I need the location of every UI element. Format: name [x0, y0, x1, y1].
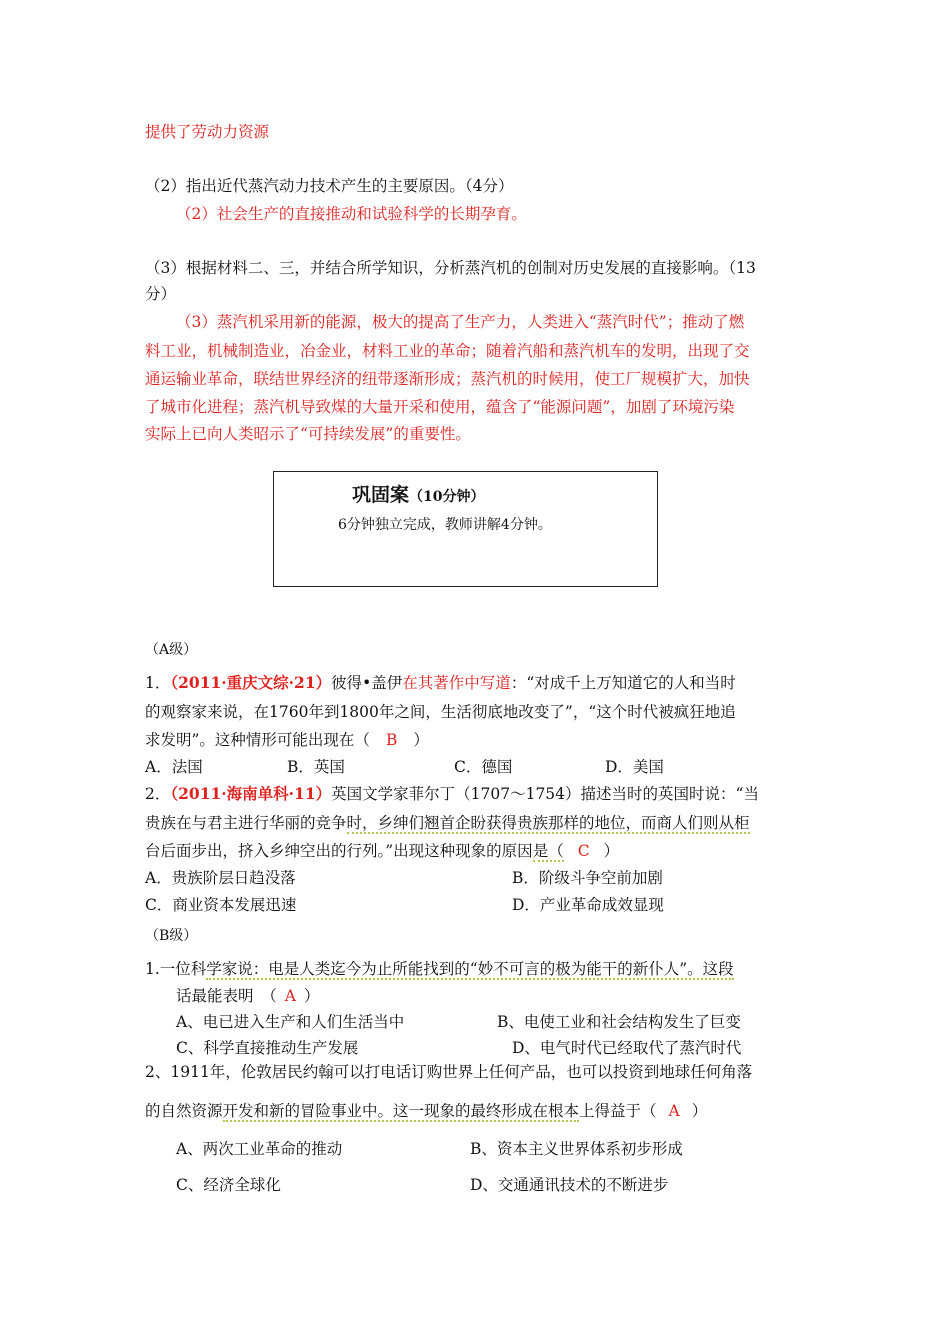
b-q2-option: D、交通通讯技术的不断进步 [470, 1176, 669, 1194]
a-q1-answer: B [385, 731, 398, 749]
b-q2-line2 [145, 1101, 707, 1121]
a-q1-text-b: 在其著作中写道 [402, 674, 511, 692]
a-q1-option: A．法国 [145, 758, 203, 776]
a-q2-option: B．阶级斗争空前加剧 [512, 869, 663, 887]
a-q1-line2: 的观察家来说，在1760年到1800年之间，生活彻底地改变了”，“这个时代被疯狂地追 [145, 703, 736, 721]
a-q1-text-a: 彼得•盖伊 [331, 674, 403, 692]
a-q2-line3-post: ） [603, 842, 620, 860]
b-q2-option: B、资本主义世界体系初步形成 [470, 1140, 683, 1158]
b-q1-option: D、电气时代已经取代了蒸汽时代 [512, 1039, 742, 1057]
a-q2-line1 [145, 784, 759, 804]
a-q1-line1 [145, 673, 736, 693]
a-q2-option: D．产业革命成效显现 [512, 896, 664, 914]
b-q2-line2-a: 的自然资源 [145, 1102, 223, 1120]
question-3-line1: （3）根据材料二、三，并结合所学知识，分析蒸汽机的创制对历史发展的直接影响。（13 [145, 259, 756, 277]
a-q2-line2-b: 时，乡绅们翘首企盼获得贵族那样的地位，而商人们则从柜 [346, 814, 750, 832]
a-q1-line3-pre: 求发明”。这种情形可能出现在（ [145, 731, 370, 749]
b-q2-answer: A [668, 1102, 680, 1120]
answer-3-line: （3）蒸汽机采用新的能源，极大的提高了生产力，人类进入“蒸汽时代”；推动了燃 [176, 313, 745, 331]
b-q2-option: A、两次工业革命的推动 [176, 1140, 343, 1158]
a-q2-line3-pre: 台后面步出，挤入乡绅空出的行列。”出现这种现象的原因 [145, 842, 533, 860]
a-q2-line2 [145, 813, 750, 833]
b-q2-line2-b: 开发和新的冒险事业中。这一现象的最终形成在根本 [222, 1102, 580, 1120]
b-q2-line1: 2、1911年，伦敦居民约翰可以打电话订购世界上任何产品，也可以投资到地球任何角落 [145, 1063, 753, 1081]
b-level-label: （B级） [145, 928, 198, 944]
a-q1-option: D．美国 [605, 758, 664, 776]
a-q1-source: （2011·重庆文综·21） [170, 673, 332, 692]
a-q2-source: （2011·海南单科·11） [170, 784, 332, 803]
a-q2-option: C．商业资本发展迅速 [145, 896, 297, 914]
a-q2-line3-mid: 是（ [532, 842, 564, 860]
answer-3-line: 了城市化进程；蒸汽机导致煤的大量开采和使用，蕴含了“能源问题”，加剧了环境污染 [145, 398, 735, 416]
consolidation-box [273, 471, 658, 587]
a-q2-line2-a: 贵族在与君主进行华丽的竞争 [145, 814, 347, 832]
b-q2-line2-c: 上得益于（ [579, 1102, 657, 1120]
b-q2-option: C、经济全球化 [176, 1176, 281, 1194]
b-q1-answer: A [284, 987, 296, 1005]
b-q1-option: C、科学直接推动生产发展 [176, 1039, 359, 1057]
a-q2-option: A．贵族阶层日趋没落 [145, 869, 296, 887]
box-title-time: （10分钟） [409, 489, 485, 505]
b-q2-line2-post: ） [691, 1102, 708, 1120]
answer-3-line: 实际上已向人类昭示了“可持续发展”的重要性。 [145, 425, 471, 443]
box-text: 6分钟独立完成，教师讲解4分钟。 [338, 517, 552, 533]
b-q1-line2-pre: 话最能表明 （ [176, 987, 277, 1005]
a-q1-line3 [145, 730, 429, 750]
box-title [352, 480, 485, 507]
b-q1-line2-post: ） [303, 987, 320, 1005]
question-3-line2: 分） [145, 285, 177, 303]
question-2: （2）指出近代蒸汽动力技术产生的主要原因。（4分） [145, 177, 514, 195]
a-level-label: （A级） [145, 642, 198, 658]
a-q2-answer: C [577, 842, 590, 860]
b-q1-line2 [176, 986, 319, 1006]
answer-3-line: 通运输业革命，联结世界经济的纽带逐渐形成；蒸汽机的时候用，使工厂规模扩大，加快 [145, 370, 750, 388]
answer-2: （2）社会生产的直接推动和试验科学的长期孕育。 [176, 205, 527, 223]
a-q1-text-c: ：“对成千上万知道它的人和当时 [510, 674, 736, 692]
a-q1-option: B．英国 [287, 758, 345, 776]
a-q2-num: 2． [145, 785, 171, 803]
b-q1-line1 [145, 959, 734, 979]
box-title-main: 巩固案 [352, 484, 410, 506]
answer-continuation: 提供了劳动力资源 [145, 123, 270, 141]
a-q1-line3-post: ） [413, 731, 429, 749]
b-q1-option: B、电使工业和社会结构发生了巨变 [497, 1013, 741, 1031]
a-q2-line3 [145, 841, 619, 861]
b-q1-option: A、电已进入生产和人们生活当中 [176, 1013, 405, 1031]
b-q1-line1-a: 1.一位科 [145, 960, 207, 978]
a-q1-option: C．德国 [454, 758, 513, 776]
a-q2-line1-rest: 英国文学家菲尔丁（1707～1754）描述当时的英国时说：“当 [331, 785, 759, 803]
a-q1-num: 1． [145, 674, 171, 692]
b-q1-line1-b: 学家说：电是人类迄今为止所能找到的“妙不可言的极为能干的新仆人”。这段 [206, 960, 734, 978]
answer-3-line: 料工业，机械制造业，冶金业，材料工业的革命；随着汽船和蒸汽机车的发明，出现了交 [145, 342, 750, 360]
